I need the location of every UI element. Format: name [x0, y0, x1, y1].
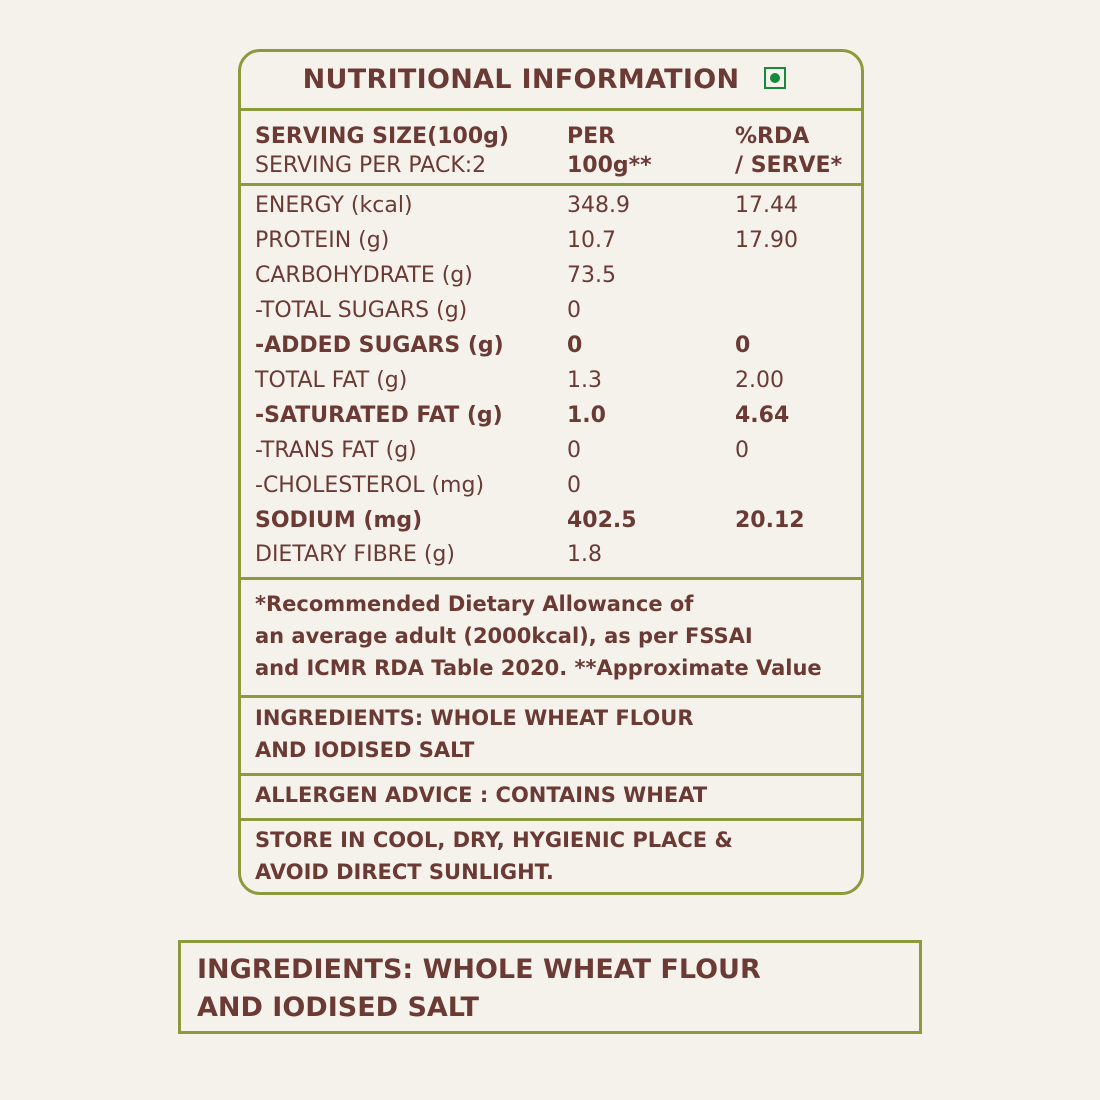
nutrient-rda: 17.90 [735, 228, 798, 253]
nutrient-row [241, 403, 861, 437]
nutrient-rda: 4.64 [735, 403, 790, 428]
rda-label: %RDA [735, 124, 810, 149]
nutrient-row [241, 542, 861, 576]
nutrient-per-100g: 1.0 [567, 403, 606, 428]
nutrient-name: -SATURATED FAT (g) [255, 403, 503, 428]
per-100g-label: 100g** [567, 153, 652, 178]
nutrient-row [241, 473, 861, 507]
nutrient-per-100g: 0 [567, 298, 581, 323]
footnote-line: an average adult (2000kcal), as per FSSAI [255, 624, 753, 648]
divider [241, 818, 861, 821]
nutrient-name: CARBOHYDRATE (g) [255, 263, 473, 288]
divider [241, 577, 861, 580]
nutrient-rda: 0 [735, 333, 751, 358]
nutrient-name: DIETARY FIBRE (g) [255, 542, 455, 567]
nutrient-per-100g: 0 [567, 438, 581, 463]
divider [241, 695, 861, 698]
nutrient-per-100g: 348.9 [567, 193, 630, 218]
nutrient-per-100g: 10.7 [567, 228, 616, 253]
nutrient-name: ENERGY (kcal) [255, 193, 413, 218]
nutrient-name: PROTEIN (g) [255, 228, 390, 253]
serving-per-pack-label: SERVING PER PACK:2 [255, 153, 487, 178]
nutrient-row [241, 263, 861, 297]
header-rda [735, 122, 842, 180]
nutrient-row [241, 228, 861, 262]
nutrient-rda: 20.12 [735, 508, 805, 533]
per-label: PER [567, 124, 616, 149]
footnote-line: *Recommended Dietary Allowance of [255, 592, 694, 616]
footnote-line: and ICMR RDA Table 2020. **Approximate Value [255, 656, 822, 680]
bottom-ingredients-line: AND IODISED SALT [197, 992, 479, 1023]
nutrient-per-100g: 0 [567, 473, 581, 498]
ingredients-line: INGREDIENTS: WHOLE WHEAT FLOUR [255, 706, 694, 730]
nutrition-panel [238, 49, 864, 895]
nutrient-row [241, 508, 861, 542]
allergen-advice: ALLERGEN ADVICE : CONTAINS WHEAT [255, 783, 708, 807]
serving-size-label: SERVING SIZE(100g) [255, 124, 509, 149]
bottom-ingredients-box [178, 940, 922, 1034]
divider [241, 183, 861, 186]
nutrient-per-100g: 1.8 [567, 542, 602, 567]
panel-title: NUTRITIONAL INFORMATION [302, 64, 740, 95]
nutrient-rda: 17.44 [735, 193, 798, 218]
nutrient-row [241, 333, 861, 367]
nutrient-row [241, 368, 861, 402]
storage-line: STORE IN COOL, DRY, HYGIENIC PLACE & [255, 828, 733, 852]
nutrient-per-100g: 402.5 [567, 508, 637, 533]
nutrient-per-100g: 1.3 [567, 368, 602, 393]
veg-mark-icon [764, 67, 786, 89]
nutrient-name: -CHOLESTEROL (mg) [255, 473, 485, 498]
nutrient-name: SODIUM (mg) [255, 508, 423, 533]
nutrient-name: TOTAL FAT (g) [255, 368, 408, 393]
nutrient-rda: 2.00 [735, 368, 784, 393]
bottom-ingredients-text [197, 951, 761, 1027]
storage-instructions [255, 824, 733, 888]
divider [241, 108, 861, 111]
per-serve-label: / SERVE* [735, 153, 843, 178]
divider [241, 773, 861, 776]
nutrient-rda: 0 [735, 438, 749, 463]
ingredients-section [255, 702, 694, 766]
nutrient-row [241, 193, 861, 227]
nutrient-name: -TRANS FAT (g) [255, 438, 417, 463]
header-per-100g [567, 122, 652, 180]
nutrient-name: -ADDED SUGARS (g) [255, 333, 504, 358]
rda-footnote [255, 588, 822, 684]
ingredients-line: AND IODISED SALT [255, 738, 475, 762]
header-serving [255, 122, 509, 180]
nutrient-row [241, 298, 861, 332]
bottom-ingredients-line: INGREDIENTS: WHOLE WHEAT FLOUR [197, 954, 761, 985]
nutrient-per-100g: 0 [567, 333, 583, 358]
nutrient-per-100g: 73.5 [567, 263, 616, 288]
storage-line: AVOID DIRECT SUNLIGHT. [255, 860, 554, 884]
nutrient-name: -TOTAL SUGARS (g) [255, 298, 468, 323]
nutrient-row [241, 438, 861, 472]
veg-mark-dot [770, 73, 780, 83]
